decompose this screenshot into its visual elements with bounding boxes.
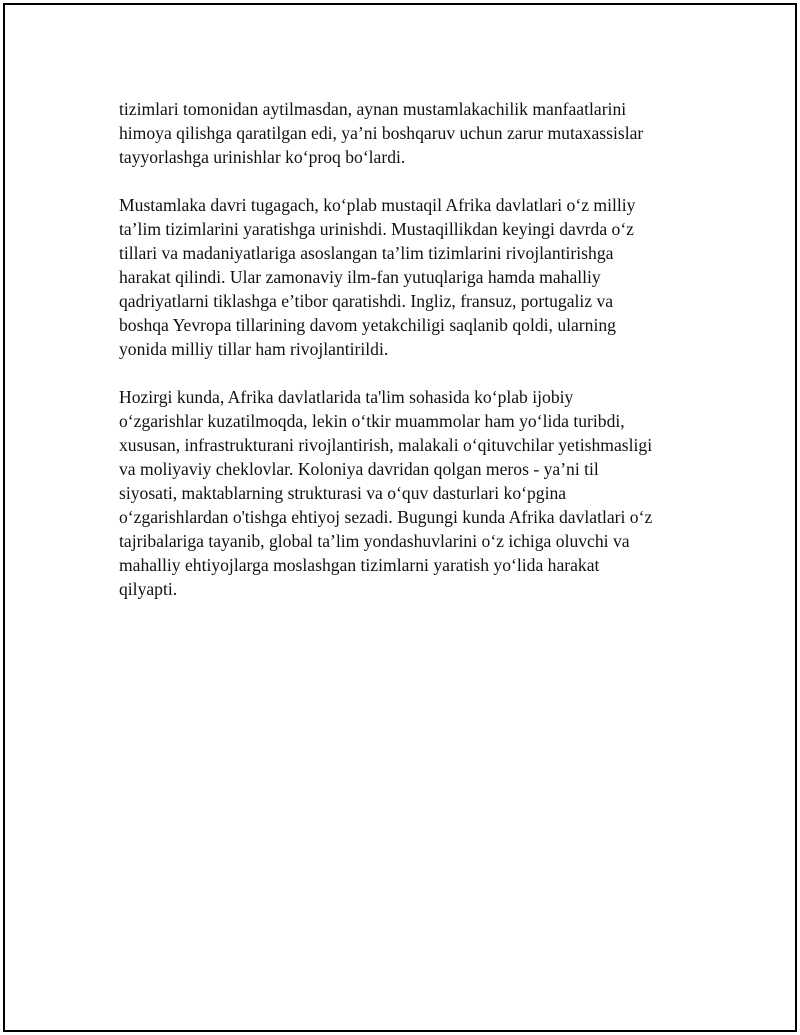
paragraph-1 [119,97,699,169]
paragraph-line: harakat qilindi. Ular zamonaviy ilm-fan yutuqlariga hamda mahalliy [119,267,601,287]
paragraph-line: xususan, infrastrukturani rivojlantirish, malakali o‘qituvchilar yetishmasligi [119,435,653,455]
paragraph-line: Hozirgi kunda, Afrika davlatlarida ta'lim sohasida ko‘plab ijobiy [119,387,574,407]
paragraph-line: tizimlari tomonidan aytilmasdan, aynan mustamlakachilik manfaatlarini [119,99,627,119]
paragraph-3 [119,385,699,601]
page-frame [3,3,797,1032]
paragraph-line: qilyapti. [119,579,178,599]
paragraph-line: tajribalariga tayanib, global ta’lim yondashuvlarini o‘z ichiga oluvchi va [119,531,630,551]
paragraph-2 [119,193,699,361]
document-body [119,97,699,625]
paragraph-line: yonida milliy tillar ham rivojlantirildi. [119,339,389,359]
paragraph-line: siyosati, maktablarning strukturasi va o‘quv dasturlari ko‘pgina [119,483,567,503]
paragraph-line: o‘zgarishlar kuzatilmoqda, lekin o‘tkir muammolar ham yo‘lida turibdi, [119,411,625,431]
paragraph-line: va moliyaviy cheklovlar. Koloniya davridan qolgan meros - ya’ni til [119,459,599,479]
paragraph-line: tillari va madaniyatlariga asoslangan ta’lim tizimlarini rivojlantirishga [119,243,614,263]
paragraph-line: tayyorlashga urinishlar ko‘proq bo‘lardi. [119,147,406,167]
paragraph-line: Mustamlaka davri tugagach, ko‘plab mustaqil Afrika davlatlari o‘z milliy [119,195,636,215]
paragraph-line: ta’lim tizimlarini yaratishga urinishdi. Mustaqillikdan keyingi davrda o‘z [119,219,634,239]
paragraph-line: qadriyatlarni tiklashga e’tibor qaratishdi. Ingliz, fransuz, portugaliz va [119,291,614,311]
paragraph-line: boshqa Yevropa tillarining davom yetakchiligi saqlanib qoldi, ularning [119,315,616,335]
paragraph-line: mahalliy ehtiyojlarga moslashgan tizimlarni yaratish yo‘lida harakat [119,555,600,575]
paragraph-line: himoya qilishga qaratilgan edi, ya’ni boshqaruv uchun zarur mutaxassislar [119,123,644,143]
paragraph-line: o‘zgarishlardan o'tishga ehtiyoj sezadi. Bugungi kunda Afrika davlatlari o‘z [119,507,653,527]
